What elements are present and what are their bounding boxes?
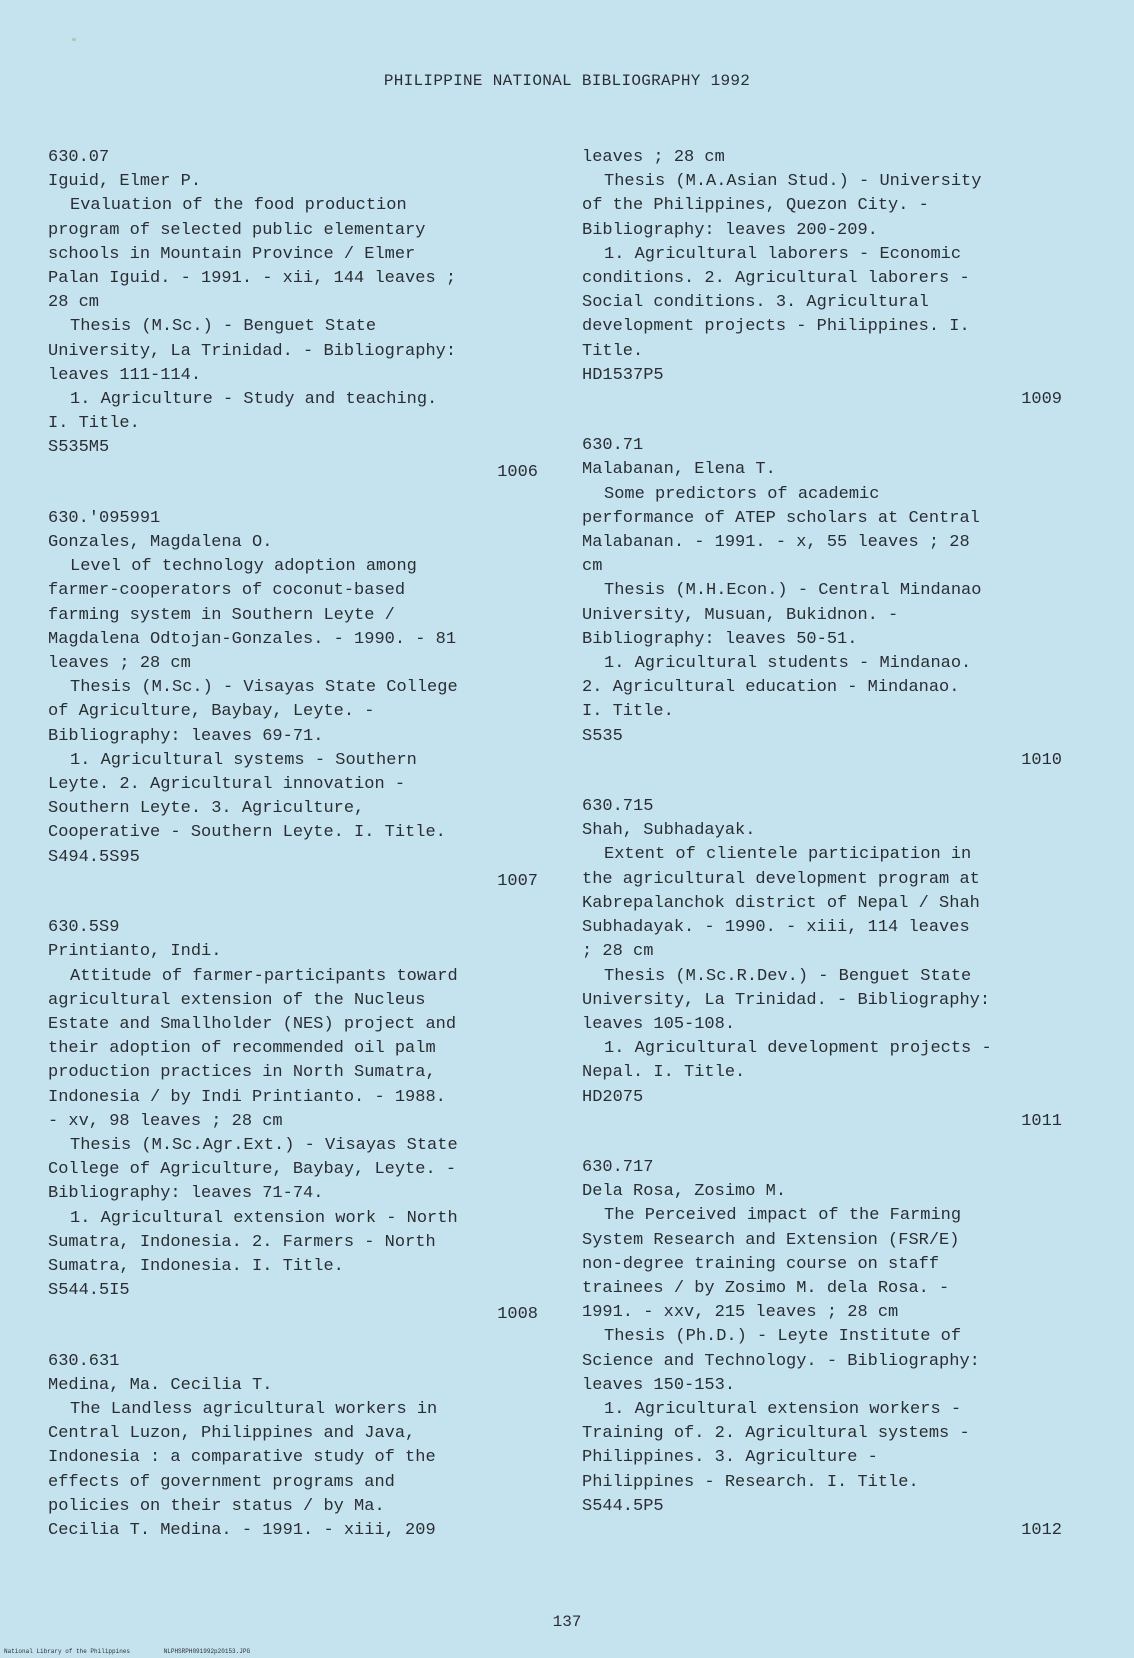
entry-line: conditions. 2. Agricultural laborers - [582, 269, 970, 289]
entry-line: Social conditions. 3. Agricultural [582, 293, 929, 313]
entry-line: 1. Agricultural systems - Southern [70, 750, 417, 770]
entry-line: Level of technology adoption among [70, 557, 417, 577]
entry-line: their adoption of recommended oil palm [48, 1039, 436, 1059]
entry-line: I. Title. [582, 702, 674, 722]
entry-line: 1. Agricultural laborers - Economic [604, 244, 962, 264]
entry-line: development projects - Philippines. I. [582, 317, 970, 337]
entry-line: farmer-cooperators of coconut-based [48, 581, 406, 601]
entry-line: Philippines. 3. Agriculture - [582, 1448, 878, 1468]
entry-number: 1009 [1021, 390, 1062, 410]
entry-number: 1010 [1021, 750, 1062, 770]
entry-line: Science and Technology. - Bibliography: [582, 1351, 980, 1371]
entry-line: S494.5S95 [48, 847, 140, 867]
entry-line: - xv, 98 leaves ; 28 cm [48, 1111, 283, 1131]
entry-line: S544.5I5 [48, 1281, 130, 1301]
entry-line: of the Philippines, Quezon City. - [582, 196, 929, 216]
entry-line: Subhadayak. - 1990. - xiii, 114 leaves [582, 918, 970, 938]
entry-line: 630.631 [48, 1351, 120, 1371]
scan-speck [72, 38, 76, 41]
entry-line: 1. Agricultural extension workers - [604, 1399, 962, 1419]
entry-line: policies on their status / by Ma. [48, 1496, 385, 1516]
entry-line: Malabanan, Elena T. [582, 460, 776, 480]
entry-line: 630.07 [48, 148, 110, 167]
entry-line: University, La Trinidad. - Bibliography: [582, 990, 991, 1010]
entry-line: 2. Agricultural education - Mindanao. [582, 678, 960, 698]
entry-line: 1. Agricultural development projects - [604, 1039, 992, 1059]
entry-line: Sumatra, Indonesia. I. Title. [48, 1256, 344, 1276]
entry-line: Bibliography: leaves 50-51. [582, 629, 858, 649]
entry-line: Printianto, Indi. [48, 942, 222, 962]
entry-line: 28 cm [48, 293, 100, 313]
entry-line: Thesis (M.H.Econ.) - Central Mindanao [604, 581, 982, 601]
left-column [48, 146, 538, 1543]
entry-line: Cecilia T. Medina. - 1991. - xiii, 209 [48, 1520, 436, 1540]
bibliography-entry [48, 507, 538, 894]
entry-line: leaves ; 28 cm [48, 654, 191, 674]
entry-line: Thesis (M.Sc.R.Dev.) - Benguet State [604, 966, 972, 986]
entry-line: I. Title. [48, 414, 140, 434]
entry-line: Southern Leyte. 3. Agriculture, [48, 799, 365, 819]
entry-line: College of Agriculture, Baybay, Leyte. - [48, 1160, 457, 1180]
bibliography-entry [582, 434, 1062, 773]
entry-line: Indonesia / by Indi Printianto. - 1988. [48, 1087, 446, 1107]
entry-line: Estate and Smallholder (NES) project and [48, 1014, 457, 1034]
running-header: PHILIPPINE NATIONAL BIBLIOGRAPHY 1992 [383, 72, 751, 90]
entry-line: Thesis (Ph.D.) - Leyte Institute of [604, 1327, 962, 1347]
entry-line: Sumatra, Indonesia. 2. Farmers - North [48, 1232, 436, 1252]
entry-line: Title. [582, 341, 644, 361]
entry-line: Malabanan. - 1991. - x, 55 leaves ; 28 [582, 533, 970, 553]
entry-line: cm [582, 557, 603, 577]
entry-number: 1007 [497, 871, 538, 891]
entry-line: Evaluation of the food production [70, 196, 407, 216]
entry-line: Kabrepalanchok district of Nepal / Shah [582, 893, 980, 913]
entry-line: Attitude of farmer-participants toward [70, 966, 458, 986]
entry-line: Training of. 2. Agricultural systems - [582, 1424, 970, 1444]
entry-line: 1. Agriculture - Study and teaching. [70, 390, 438, 410]
entry-line: Nepal. I. Title. [582, 1063, 746, 1083]
entry-line: 1. Agricultural students - Mindanao. [604, 654, 972, 674]
entry-line: Bibliography: leaves 71-74. [48, 1184, 324, 1204]
entry-line: 1991. - xxv, 215 leaves ; 28 cm [582, 1303, 899, 1323]
entry-line: leaves ; 28 cm [582, 148, 725, 167]
entry-line: The Perceived impact of the Farming [604, 1206, 962, 1226]
entry-line: Thesis (M.A.Asian Stud.) - University [604, 172, 982, 192]
entry-line: Palan Iguid. - 1991. - xii, 144 leaves ; [48, 269, 457, 289]
entry-line: S544.5P5 [582, 1496, 664, 1516]
entry-line: 630.'095991 [48, 508, 161, 528]
entry-line: Dela Rosa, Zosimo M. [582, 1182, 787, 1202]
entry-line: 630.717 [582, 1157, 654, 1177]
entry-line: HD2075 [582, 1087, 644, 1107]
entry-line: Some predictors of academic [604, 484, 880, 504]
entry-line: Thesis (M.Sc.) - Visayas State College [70, 678, 458, 698]
entry-line: production practices in North Sumatra, [48, 1063, 436, 1083]
page-number: 137 [552, 1613, 582, 1631]
entry-line: Thesis (M.Sc.) - Benguet State [70, 317, 377, 337]
entry-line: leaves 111-114. [48, 365, 202, 385]
entry-line: leaves 150-153. [582, 1375, 736, 1395]
entry-line: Medina, Ma. Cecilia T. [48, 1375, 273, 1395]
bibliography-entry [582, 795, 1062, 1134]
entry-number: 1012 [1021, 1520, 1062, 1540]
footer-file: NLPHSRPH091992p20153.JPG [163, 1648, 251, 1655]
entry-line: Bibliography: leaves 200-209. [582, 220, 878, 240]
entry-line: University, Musuan, Bukidnon. - [582, 605, 899, 625]
entry-line: program of selected public elementary [48, 220, 426, 240]
entry-line: Indonesia : a comparative study of the [48, 1448, 436, 1468]
entry-line: the agricultural development program at [582, 869, 980, 889]
entry-line: The Landless agricultural workers in [70, 1399, 438, 1419]
entry-line: Gonzales, Magdalena O. [48, 533, 273, 553]
bibliography-entry [582, 146, 1062, 412]
entry-line: agricultural extension of the Nucleus [48, 990, 426, 1010]
bibliography-entry [582, 1156, 1062, 1543]
footer-source: National Library of the Philippines [4, 1648, 131, 1655]
bibliography-entry [48, 916, 538, 1327]
entry-line: farming system in Southern Leyte / [48, 605, 395, 625]
entry-line: Leyte. 2. Agricultural innovation - [48, 775, 406, 795]
entry-line: ; 28 cm [582, 942, 654, 962]
entry-line: 630.5S9 [48, 918, 120, 938]
entry-line: performance of ATEP scholars at Central [582, 508, 980, 528]
entry-line: effects of government programs and [48, 1472, 395, 1492]
entry-line: Philippines - Research. I. Title. [582, 1472, 919, 1492]
entry-line: University, La Trinidad. - Bibliography: [48, 341, 457, 361]
entry-line: Cooperative - Southern Leyte. I. Title. [48, 823, 446, 843]
bibliography-entry [48, 146, 538, 485]
entry-line: Shah, Subhadayak. [582, 821, 756, 841]
right-column [582, 146, 1062, 1543]
bibliography-entry [48, 1350, 538, 1544]
entry-line: leaves 105-108. [582, 1014, 736, 1034]
entry-line: Iguid, Elmer P. [48, 172, 202, 192]
entry-number: 1008 [497, 1305, 538, 1325]
entry-line: 1. Agricultural extension work - North [70, 1208, 458, 1228]
entry-line: HD1537P5 [582, 365, 664, 385]
entry-line: trainees / by Zosimo M. dela Rosa. - [582, 1278, 950, 1298]
entry-line: Central Luzon, Philippines and Java, [48, 1424, 416, 1444]
entry-line: Extent of clientele participation in [604, 845, 972, 865]
scan-footer [4, 1648, 280, 1655]
entry-line: S535 [582, 726, 623, 746]
entry-number: 1011 [1021, 1111, 1062, 1131]
entry-line: 630.71 [582, 436, 644, 456]
entry-number: 1006 [497, 462, 538, 482]
entry-line: 630.715 [582, 797, 654, 817]
entry-line: non-degree training course on staff [582, 1254, 940, 1274]
entry-line: Bibliography: leaves 69-71. [48, 726, 324, 746]
entry-line: of Agriculture, Baybay, Leyte. - [48, 702, 375, 722]
entry-line: Thesis (M.Sc.Agr.Ext.) - Visayas State [70, 1135, 458, 1155]
entry-line: System Research and Extension (FSR/E) [582, 1230, 960, 1250]
entry-line: Magdalena Odtojan-Gonzales. - 1990. - 81 [48, 629, 457, 649]
entry-line: schools in Mountain Province / Elmer [48, 244, 416, 264]
entry-line: S535M5 [48, 438, 110, 458]
